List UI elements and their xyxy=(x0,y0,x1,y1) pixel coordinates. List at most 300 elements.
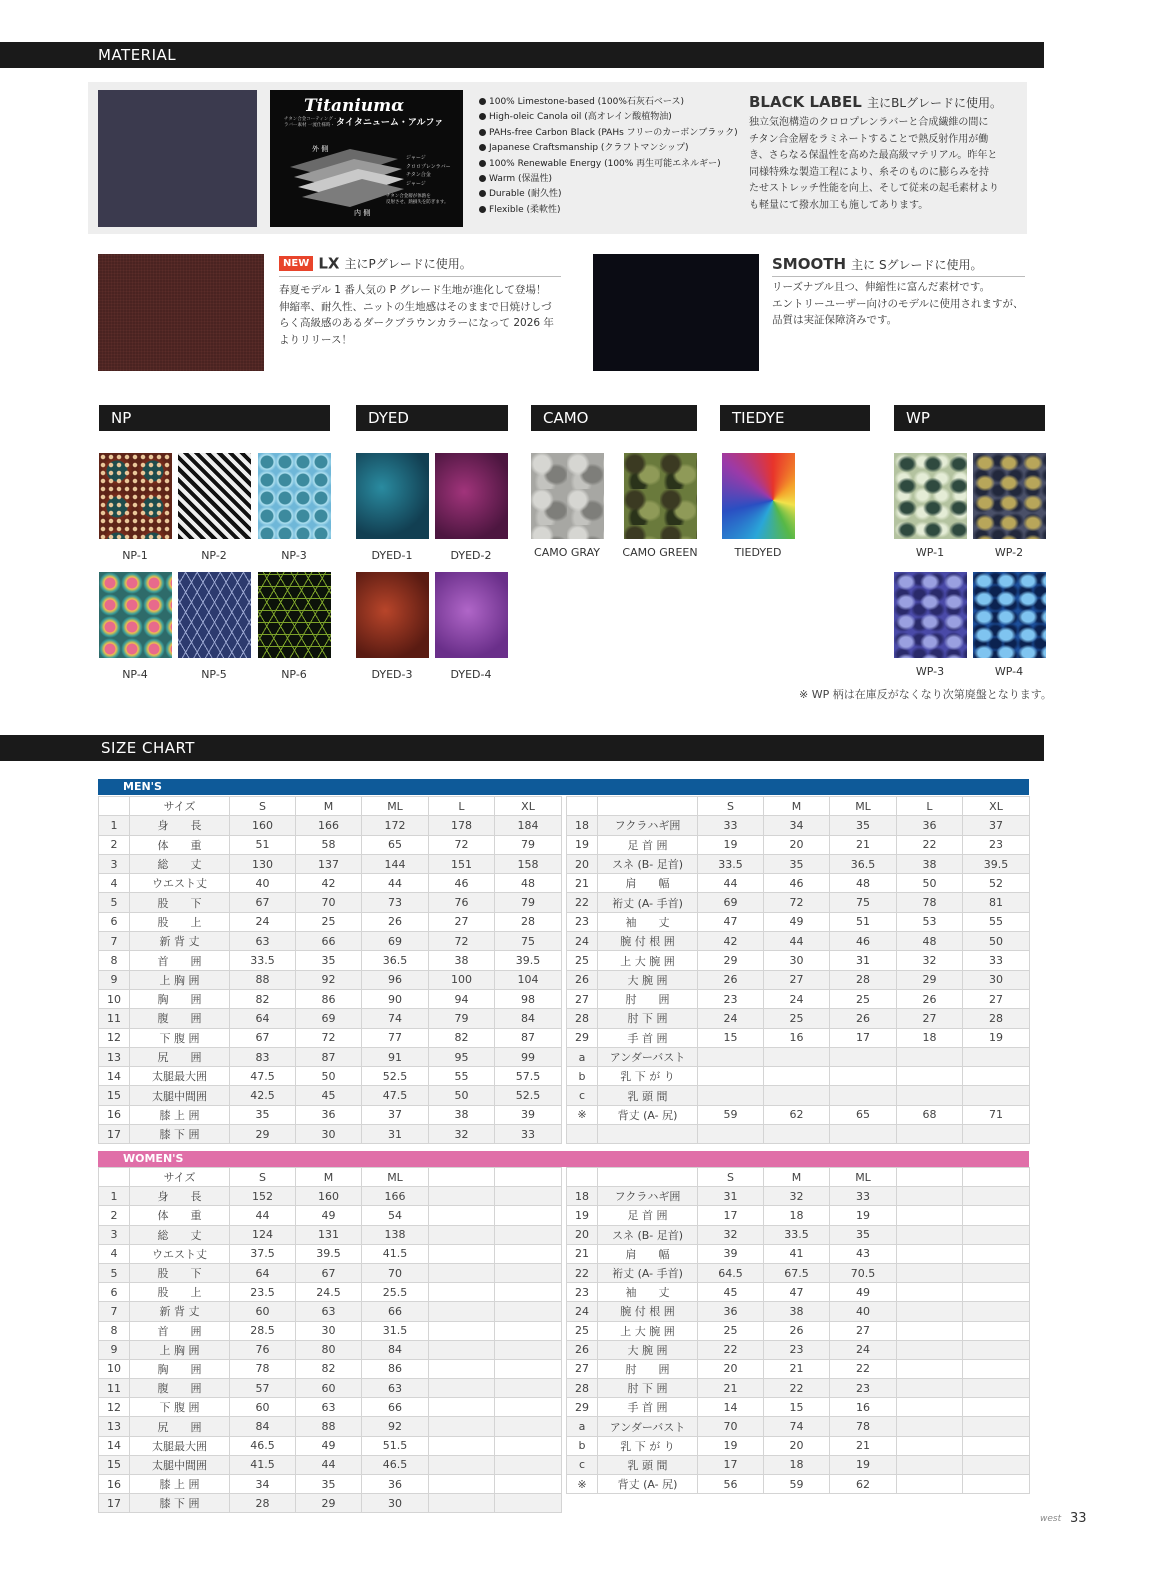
size-table-header-cell: ML xyxy=(362,797,429,816)
size-table-cell: 52.5 xyxy=(495,1086,562,1105)
size-table-cell: 50 xyxy=(897,874,963,893)
size-table-cell: 26 xyxy=(362,912,429,931)
size-table-header-cell xyxy=(99,797,130,816)
size-table-header-cell: S xyxy=(230,797,296,816)
size-table-cell: 尻 囲 xyxy=(130,1047,230,1066)
size-table-cell xyxy=(429,1283,495,1302)
size-table-cell: 92 xyxy=(296,970,362,989)
size-table-cell: 30 xyxy=(362,1494,429,1513)
size-table-cell: 股 上 xyxy=(130,912,230,931)
size-table-cell: 131 xyxy=(296,1225,362,1244)
size-table-header-cell: ML xyxy=(830,797,897,816)
np1-label: NP-1 xyxy=(122,549,148,562)
size-table-cell: アンダーバスト xyxy=(598,1047,698,1066)
size-table-header-cell xyxy=(567,1168,598,1187)
size-table-cell: 24 xyxy=(830,1340,897,1359)
size-table-cell: 20 xyxy=(764,1436,830,1455)
size-table-cell: b xyxy=(567,1067,598,1086)
size-table-cell: 6 xyxy=(99,1283,130,1302)
size-table-cell: 上 大 腕 囲 xyxy=(598,1321,698,1340)
size-table-cell: 72 xyxy=(764,893,830,912)
size-table-cell: 17 xyxy=(830,1028,897,1047)
size-table-cell: 82 xyxy=(296,1359,362,1378)
size-table-cell: 28 xyxy=(567,1379,598,1398)
size-table-cell: 44 xyxy=(698,874,764,893)
size-table-cell xyxy=(698,1047,764,1066)
size-table-row xyxy=(99,1105,562,1124)
size-table-cell: 39.5 xyxy=(495,951,562,970)
size-table-cell: 36 xyxy=(296,1105,362,1124)
size-table-cell: 23 xyxy=(830,1379,897,1398)
size-table-cell xyxy=(764,1067,830,1086)
size-table-cell: 25 xyxy=(296,912,362,931)
size-table-cell: 15 xyxy=(764,1398,830,1417)
size-table-cell: 25 xyxy=(567,1321,598,1340)
size-table-cell: 24.5 xyxy=(296,1283,362,1302)
size-table-cell xyxy=(897,1086,963,1105)
size-table-cell: 29 xyxy=(897,970,963,989)
size-table-cell: 28 xyxy=(963,1009,1030,1028)
lx-line: 伸縮率、耐久性、ニットの生地感はそのままで日焼けしづ xyxy=(279,300,552,313)
size-table-row xyxy=(567,1086,1030,1105)
np5-swatch xyxy=(178,572,251,658)
wp1-label: WP-1 xyxy=(915,546,945,559)
size-table-cell: 15 xyxy=(698,1028,764,1047)
size-table-row xyxy=(567,1283,1030,1302)
size-table-cell: 膝 上 囲 xyxy=(130,1475,230,1494)
size-table-row xyxy=(567,893,1030,912)
black-label-text xyxy=(749,93,1021,214)
size-table-cell: 74 xyxy=(764,1417,830,1436)
layer-label: ジャージ xyxy=(406,180,426,187)
size-table-cell xyxy=(897,1206,963,1225)
size-table-cell: 14 xyxy=(99,1436,130,1455)
size-table-cell: 30 xyxy=(764,951,830,970)
smooth-line: 品質は実証保障済みです。 xyxy=(772,314,898,326)
black-label-line: も軽量にて撥水加工も施してあります。 xyxy=(749,199,929,211)
size-table-cell: 69 xyxy=(296,1009,362,1028)
size-table-row xyxy=(567,989,1030,1008)
size-table-cell: 29 xyxy=(567,1398,598,1417)
size-table-cell: ウエスト丈 xyxy=(130,874,230,893)
size-table-cell: 79 xyxy=(495,893,562,912)
size-table-cell: 70 xyxy=(698,1417,764,1436)
size-table-cell: 67 xyxy=(296,1263,362,1282)
size-table-cell xyxy=(495,1340,562,1359)
size-table-cell: 26 xyxy=(698,970,764,989)
size-table-cell: 63 xyxy=(362,1379,429,1398)
size-table-cell xyxy=(897,1417,963,1436)
size-table-cell: 24 xyxy=(698,1009,764,1028)
size-table-cell: 肘 下 囲 xyxy=(598,1379,698,1398)
size-table-cell: c xyxy=(567,1455,598,1474)
size-table-row xyxy=(99,1417,562,1436)
size-table-cell: 27 xyxy=(963,989,1030,1008)
size-table-cell: 36.5 xyxy=(830,854,897,873)
feature-item: Japanese Craftsmanship (クラフトマンシップ) xyxy=(479,141,738,156)
mens-header: MEN'S xyxy=(98,779,1029,795)
size-table-cell: 24 xyxy=(764,989,830,1008)
lx-title: LX xyxy=(318,254,340,273)
size-table-cell: 太腿中間囲 xyxy=(130,1086,230,1105)
size-table-cell xyxy=(764,1086,830,1105)
size-table-cell: 79 xyxy=(495,835,562,854)
size-table-cell: 乳 頭 間 xyxy=(598,1455,698,1474)
size-table-row xyxy=(99,1283,562,1302)
mens-size-table-left xyxy=(98,796,562,1144)
dyed1-swatch xyxy=(356,453,429,539)
size-table-cell xyxy=(963,1067,1030,1086)
size-table-row xyxy=(99,1244,562,1263)
black-label-line: 独立気泡構造のクロロプレンラバーと合成繊維の間に xyxy=(749,117,989,128)
size-table-cell: 67.5 xyxy=(764,1263,830,1282)
size-table-header-cell xyxy=(598,1168,698,1187)
size-table-cell xyxy=(897,1047,963,1066)
size-table-cell xyxy=(963,1417,1030,1436)
size-table-cell xyxy=(495,1283,562,1302)
size-table-row xyxy=(99,835,562,854)
dyed2-swatch xyxy=(435,453,508,539)
size-table-row xyxy=(567,874,1030,893)
size-table-row xyxy=(99,1359,562,1378)
size-table-cell: 36 xyxy=(698,1302,764,1321)
size-table-header-cell: XL xyxy=(495,797,562,816)
camo-green-label: CAMO GREEN xyxy=(622,546,698,559)
size-table-cell: 19 xyxy=(830,1455,897,1474)
size-table-cell: 26 xyxy=(830,1009,897,1028)
size-table-cell: 41 xyxy=(764,1244,830,1263)
size-table-cell: 太腿最大囲 xyxy=(130,1436,230,1455)
size-table-cell: 70.5 xyxy=(830,1263,897,1282)
size-table-cell: 25 xyxy=(764,1009,830,1028)
size-table-cell: 26 xyxy=(897,989,963,1008)
size-table-cell xyxy=(963,1398,1030,1417)
size-table-cell: 18 xyxy=(764,1206,830,1225)
size-table-row xyxy=(99,874,562,893)
size-table-cell: 130 xyxy=(230,854,296,873)
size-table-cell: 20 xyxy=(567,1225,598,1244)
size-table-cell: 26 xyxy=(567,1340,598,1359)
size-table-cell: 総 丈 xyxy=(130,1225,230,1244)
size-table-cell: 21 xyxy=(698,1379,764,1398)
size-table-header-cell: S xyxy=(698,1168,764,1187)
lx-description xyxy=(279,282,569,348)
size-table-cell: 59 xyxy=(698,1105,764,1124)
new-badge: NEW xyxy=(279,256,313,271)
size-table-row xyxy=(99,1263,562,1282)
size-table-cell: 86 xyxy=(296,989,362,1008)
size-table-cell: 22 xyxy=(698,1340,764,1359)
size-table-cell xyxy=(495,1455,562,1474)
size-table-row xyxy=(99,912,562,931)
size-table-cell xyxy=(429,1398,495,1417)
size-table-cell: 76 xyxy=(230,1340,296,1359)
size-table-header-cell: L xyxy=(897,797,963,816)
size-table-cell: 41.5 xyxy=(230,1455,296,1474)
size-table-cell: 4 xyxy=(99,874,130,893)
size-table-cell: 72 xyxy=(429,932,495,951)
size-table-cell: 28 xyxy=(830,970,897,989)
size-table-cell: 36 xyxy=(897,816,963,835)
np3-swatch xyxy=(258,453,331,539)
size-table-cell: 50 xyxy=(296,1067,362,1086)
size-table-cell: 股 下 xyxy=(130,893,230,912)
layer-label: クロロプレンラバー xyxy=(406,163,451,170)
size-table-cell: 1 xyxy=(99,816,130,835)
size-table-cell xyxy=(963,1283,1030,1302)
size-table-cell xyxy=(429,1359,495,1378)
size-table-cell: 19 xyxy=(698,835,764,854)
size-table-cell: 48 xyxy=(830,874,897,893)
size-table-cell: 38 xyxy=(764,1302,830,1321)
size-table-cell xyxy=(897,1244,963,1263)
size-table-cell: 19 xyxy=(567,835,598,854)
size-table-cell: ※ xyxy=(567,1475,598,1494)
size-table-cell xyxy=(897,1455,963,1474)
size-table-cell: 37 xyxy=(963,816,1030,835)
size-table-row xyxy=(567,951,1030,970)
size-table-header-cell: M xyxy=(764,1168,830,1187)
size-table-cell: 肘 囲 xyxy=(598,989,698,1008)
size-table-cell: 26 xyxy=(764,1321,830,1340)
tiedyed-label: TIEDYED xyxy=(734,546,782,559)
size-table-header-cell xyxy=(897,1168,963,1187)
size-table-cell: 172 xyxy=(362,816,429,835)
size-table-cell: 29 xyxy=(698,951,764,970)
size-table-cell xyxy=(897,1187,963,1206)
smooth-title-row xyxy=(772,254,1025,277)
size-table-cell: 10 xyxy=(99,989,130,1008)
size-table-cell: 66 xyxy=(362,1302,429,1321)
size-table-cell: 33 xyxy=(830,1187,897,1206)
size-table-cell: 42.5 xyxy=(230,1086,296,1105)
lx-sub: 主にPグレードに使用。 xyxy=(344,257,472,271)
size-table-cell: 17 xyxy=(698,1455,764,1474)
size-table-cell: 49 xyxy=(296,1436,362,1455)
size-table-header-cell: M xyxy=(296,1168,362,1187)
size-table-cell: 17 xyxy=(99,1125,130,1144)
size-table-cell: 4 xyxy=(99,1244,130,1263)
size-table-row xyxy=(99,1028,562,1047)
size-table-cell: 32 xyxy=(429,1125,495,1144)
size-table-cell: 腹 囲 xyxy=(130,1009,230,1028)
size-table-cell xyxy=(830,1067,897,1086)
size-table-cell xyxy=(495,1244,562,1263)
size-table-cell: 31 xyxy=(698,1187,764,1206)
size-table-cell: 31 xyxy=(830,951,897,970)
size-table-cell: 身 長 xyxy=(130,1187,230,1206)
size-table-cell: 46 xyxy=(830,932,897,951)
wp2-swatch xyxy=(973,453,1046,539)
size-table-cell: 首 囲 xyxy=(130,1321,230,1340)
size-table-cell xyxy=(429,1244,495,1263)
size-table-cell xyxy=(429,1475,495,1494)
size-table-cell: 87 xyxy=(495,1028,562,1047)
size-table-cell xyxy=(897,1225,963,1244)
size-table-cell: 上 胸 囲 xyxy=(130,1340,230,1359)
size-table-cell: 8 xyxy=(99,1321,130,1340)
size-table-cell: 98 xyxy=(495,989,562,1008)
np6-label: NP-6 xyxy=(281,668,307,681)
size-table-cell xyxy=(429,1206,495,1225)
size-table-cell xyxy=(429,1436,495,1455)
size-table-cell xyxy=(897,1340,963,1359)
size-table-cell: 体 重 xyxy=(130,1206,230,1225)
size-table-cell: 体 重 xyxy=(130,835,230,854)
size-table-header-cell xyxy=(99,1168,130,1187)
size-chart-section-header xyxy=(0,735,1044,761)
size-table-cell: 45 xyxy=(698,1283,764,1302)
size-table-row xyxy=(567,854,1030,873)
size-table-cell: 92 xyxy=(362,1417,429,1436)
size-table-cell: 44 xyxy=(296,1455,362,1474)
size-table-cell: 32 xyxy=(897,951,963,970)
size-table-row xyxy=(99,1086,562,1105)
size-table-cell: 2 xyxy=(99,835,130,854)
size-table-row xyxy=(567,1340,1030,1359)
size-table-cell: 74 xyxy=(362,1009,429,1028)
size-table-header-cell: L xyxy=(429,797,495,816)
size-table-header-row xyxy=(99,1168,562,1187)
size-table-cell: 22 xyxy=(830,1359,897,1378)
size-table-cell: a xyxy=(567,1417,598,1436)
np5-label: NP-5 xyxy=(201,668,227,681)
size-table-cell: 158 xyxy=(495,854,562,873)
size-table-cell: 35 xyxy=(296,1475,362,1494)
size-table-row xyxy=(567,1359,1030,1378)
size-table-row xyxy=(99,989,562,1008)
size-table-cell: フクラハギ囲 xyxy=(598,1187,698,1206)
size-table-cell: 膝 下 囲 xyxy=(130,1494,230,1513)
size-table-cell xyxy=(963,1302,1030,1321)
size-table-cell: 身 長 xyxy=(130,816,230,835)
size-table-cell xyxy=(897,1125,963,1144)
size-table-cell: 144 xyxy=(362,854,429,873)
size-table-cell xyxy=(897,1398,963,1417)
dyed3-swatch xyxy=(356,572,429,658)
size-table-cell: 54 xyxy=(362,1206,429,1225)
size-table-cell: 32 xyxy=(764,1187,830,1206)
size-table-cell: 152 xyxy=(230,1187,296,1206)
size-table-cell: 35 xyxy=(230,1105,296,1124)
size-table-row xyxy=(99,1436,562,1455)
page-number: 33 xyxy=(1070,1511,1087,1526)
size-table-cell: 22 xyxy=(567,893,598,912)
size-table-cell xyxy=(429,1340,495,1359)
size-table-cell: 46.5 xyxy=(230,1436,296,1455)
size-table-cell: 34 xyxy=(764,816,830,835)
lx-fabric-swatch xyxy=(98,254,264,371)
size-table-cell: 65 xyxy=(830,1105,897,1124)
size-table-cell: 手 首 囲 xyxy=(598,1028,698,1047)
size-table-cell xyxy=(495,1379,562,1398)
size-table-cell xyxy=(429,1321,495,1340)
dyed3-label: DYED-3 xyxy=(371,668,413,681)
size-table-cell xyxy=(764,1125,830,1144)
np4-label: NP-4 xyxy=(122,668,148,681)
size-table-cell: 38 xyxy=(897,854,963,873)
camo-gray-label: CAMO GRAY xyxy=(534,546,600,559)
size-table-cell: 5 xyxy=(99,1263,130,1282)
size-table-cell: 19 xyxy=(567,1206,598,1225)
size-table-cell: 91 xyxy=(362,1047,429,1066)
size-table-cell: 70 xyxy=(362,1263,429,1282)
size-table-row xyxy=(567,1067,1030,1086)
size-table-cell: 42 xyxy=(296,874,362,893)
wp2-label: WP-2 xyxy=(994,546,1024,559)
titanium-sub2: ラバー素材 一流仕様時・ xyxy=(284,123,335,128)
size-table-cell: 26 xyxy=(567,970,598,989)
size-table-row xyxy=(99,1225,562,1244)
size-table-cell: 69 xyxy=(698,893,764,912)
size-table-cell: 16 xyxy=(99,1105,130,1124)
size-table-cell: 94 xyxy=(429,989,495,1008)
size-table-row xyxy=(99,1125,562,1144)
size-table-cell xyxy=(495,1417,562,1436)
black-label-line: チタン合金層をラミネートすることで熱反射作用が働 xyxy=(749,133,989,145)
feature-item: Warm (保温性) xyxy=(479,172,738,187)
size-table-cell: 88 xyxy=(230,970,296,989)
size-table-cell: 39 xyxy=(495,1105,562,1124)
size-table-cell: 23.5 xyxy=(230,1283,296,1302)
size-table-cell: アンダーバスト xyxy=(598,1417,698,1436)
size-table-header-row xyxy=(567,1168,1030,1187)
size-table-cell xyxy=(495,1206,562,1225)
size-table-cell: 30 xyxy=(296,1125,362,1144)
size-table-cell xyxy=(495,1359,562,1378)
size-table-cell: 37 xyxy=(362,1105,429,1124)
size-table-cell: 41.5 xyxy=(362,1244,429,1263)
size-table-cell: 25 xyxy=(567,951,598,970)
np3-label: NP-3 xyxy=(281,549,307,562)
size-table-cell: 下 腹 囲 xyxy=(130,1028,230,1047)
size-table-cell: 乳 頭 間 xyxy=(598,1086,698,1105)
size-table-cell xyxy=(963,1379,1030,1398)
size-table-cell: 8 xyxy=(99,951,130,970)
size-table-cell: 34 xyxy=(230,1475,296,1494)
size-table-cell xyxy=(963,1359,1030,1378)
size-table-cell: 38 xyxy=(429,1105,495,1124)
size-table-cell xyxy=(698,1086,764,1105)
size-table-cell: 18 xyxy=(567,816,598,835)
size-table-cell: 12 xyxy=(99,1398,130,1417)
size-table-cell: 新 背 丈 xyxy=(130,932,230,951)
size-table-cell: 99 xyxy=(495,1047,562,1066)
size-table-cell: 27 xyxy=(567,989,598,1008)
smooth-fabric-swatch xyxy=(593,254,759,371)
size-table-cell: 51 xyxy=(230,835,296,854)
womens-size-table-left xyxy=(98,1167,562,1513)
size-table-row xyxy=(99,1321,562,1340)
size-table-cell xyxy=(495,1187,562,1206)
size-table-cell xyxy=(429,1417,495,1436)
size-table-cell: 35 xyxy=(830,1225,897,1244)
size-table-cell: 68 xyxy=(897,1105,963,1124)
size-table-cell: 裄丈 (A- 手首) xyxy=(598,1263,698,1282)
size-table-cell: 18 xyxy=(567,1187,598,1206)
titanium-sub1: チタン合金コーティング・ xyxy=(284,117,338,122)
size-table-cell xyxy=(963,1225,1030,1244)
size-table-cell: 77 xyxy=(362,1028,429,1047)
black-label-line: 同様特殊な製造工程により、糸そのものに膨らみを持 xyxy=(749,166,989,178)
size-table-cell: 胸 囲 xyxy=(130,1359,230,1378)
size-table-cell xyxy=(963,1125,1030,1144)
size-table-cell xyxy=(495,1321,562,1340)
size-table-cell: 66 xyxy=(362,1398,429,1417)
size-table-cell: 15 xyxy=(99,1086,130,1105)
size-table-cell: フクラハギ囲 xyxy=(598,816,698,835)
size-table-cell xyxy=(897,1436,963,1455)
